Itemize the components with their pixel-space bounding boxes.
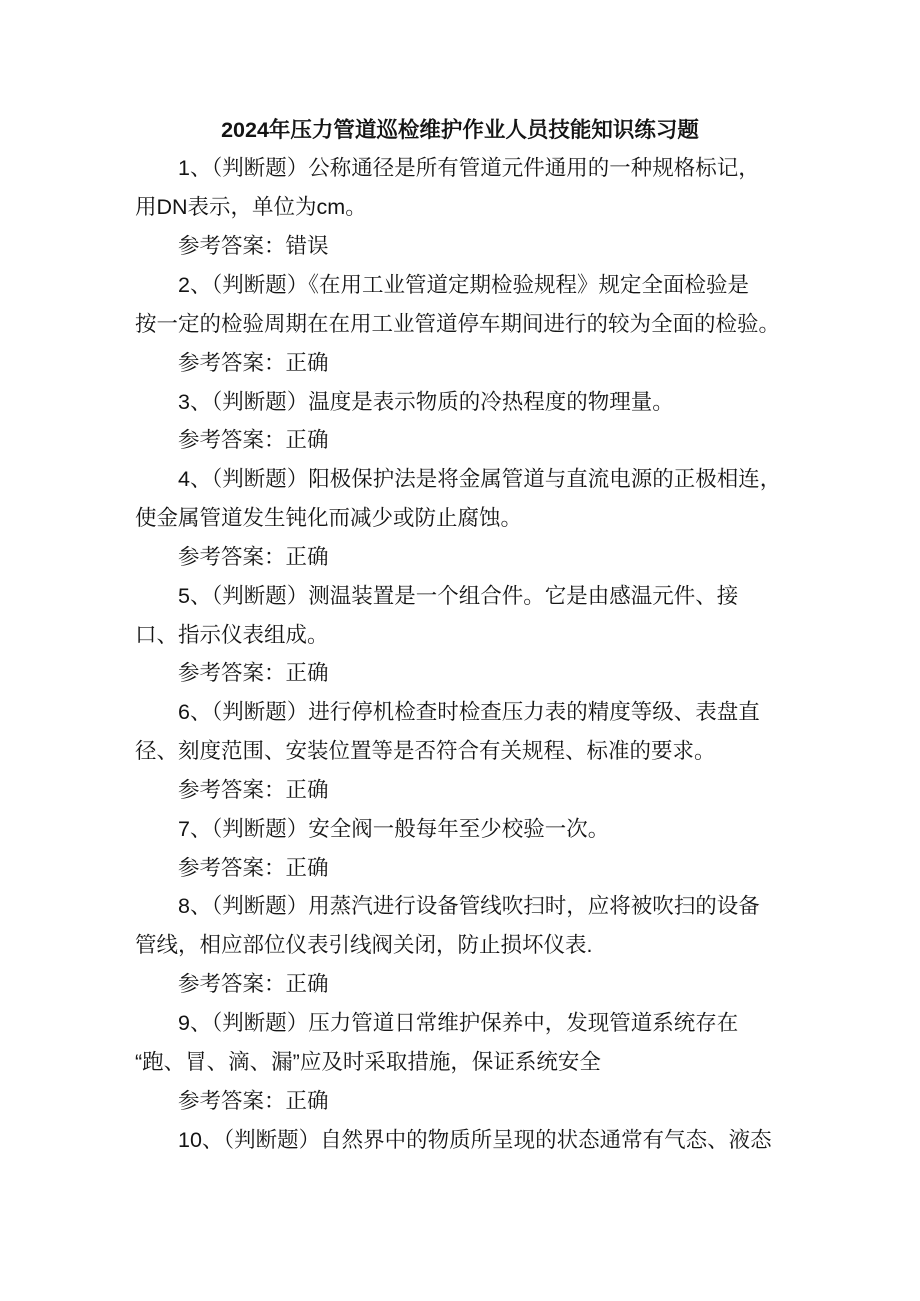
question-10 bbox=[0, 1121, 920, 1160]
answer-line bbox=[0, 344, 920, 383]
question-text-line: 5、（判断题）测温装置是一个组合件。它是由感温元件、接 bbox=[178, 583, 739, 608]
answer-value: 正确 bbox=[285, 972, 329, 997]
question-text-line: 2、（判断题）《在用工业管道定期检验规程》规定全面检验是 bbox=[178, 272, 749, 297]
answer-label: 参考答案： bbox=[178, 777, 286, 802]
answer-line bbox=[0, 965, 920, 1004]
answer-value: 正确 bbox=[285, 661, 329, 686]
question-text-line: 口、指示仪表组成。 bbox=[135, 622, 329, 647]
answer-value: 错误 bbox=[285, 234, 329, 259]
answer-label: 参考答案： bbox=[178, 544, 286, 569]
answer-label: 参考答案： bbox=[178, 428, 286, 453]
question-text-line: 7、（判断题）安全阀一般每年至少校验一次。 bbox=[178, 816, 610, 841]
question-text-line: 1、（判断题）公称通径是所有管道元件通用的一种规格标记， bbox=[178, 156, 760, 181]
answer-line bbox=[0, 1082, 920, 1121]
answer-label: 参考答案： bbox=[178, 1088, 286, 1113]
question-9 bbox=[0, 1004, 920, 1121]
answer-label: 参考答案： bbox=[178, 350, 286, 375]
question-4 bbox=[0, 460, 920, 577]
question-text-line: 管线，相应部位仪表引线阀关闭，防止损坏仪表. bbox=[135, 933, 593, 958]
answer-label: 参考答案： bbox=[178, 661, 286, 686]
question-text-line: 径、刻度范围、安装位置等是否符合有关规程、标准的要求。 bbox=[135, 739, 716, 764]
answer-value: 正确 bbox=[285, 777, 329, 802]
question-text-line: 使金属管道发生钝化而减少或防止腐蚀。 bbox=[135, 506, 523, 531]
answer-line bbox=[0, 654, 920, 693]
question-text-line: 4、（判断题）阳极保护法是将金属管道与直流电源的正极相连， bbox=[178, 467, 782, 492]
answer-line bbox=[0, 421, 920, 460]
question-2 bbox=[0, 266, 920, 383]
question-text-line: 10、（判断题）自然界中的物质所呈现的状态通常有气态、液态 bbox=[178, 1127, 772, 1152]
answer-line bbox=[0, 227, 920, 266]
question-text-line: 9、（判断题）压力管道日常维护保养中，发现管道系统存在 bbox=[178, 1011, 739, 1035]
question-5 bbox=[0, 577, 920, 694]
answer-line bbox=[0, 771, 920, 810]
answer-line bbox=[0, 849, 920, 888]
question-7 bbox=[0, 810, 920, 888]
answer-label: 参考答案： bbox=[178, 972, 286, 997]
document-title: 2024年压力管道巡检维护作业人员技能知识练习题 bbox=[221, 117, 699, 142]
question-text-line: 6、（判断题）进行停机检查时检查压力表的精度等级、表盘直 bbox=[178, 700, 760, 725]
answer-value: 正确 bbox=[285, 428, 329, 453]
question-text-line: 用DN表示，单位为cm。 bbox=[135, 195, 367, 220]
document-body bbox=[0, 111, 920, 1160]
answer-value: 正确 bbox=[285, 544, 329, 569]
question-1 bbox=[0, 149, 920, 266]
answer-line bbox=[0, 538, 920, 577]
answer-value: 正确 bbox=[285, 855, 329, 880]
question-text-line: 3、（判断题）温度是表示物质的冷热程度的物理量。 bbox=[178, 389, 674, 414]
question-8 bbox=[0, 887, 920, 1004]
question-6 bbox=[0, 693, 920, 810]
question-text-line: “跑、冒、滴、漏”应及时采取措施，保证系统安全 bbox=[135, 1049, 601, 1074]
answer-value: 正确 bbox=[285, 1088, 329, 1113]
question-text-line: 按一定的检验周期在在用工业管道停车期间进行的较为全面的检验。 bbox=[135, 311, 781, 336]
question-text-line: 8、（判断题）用蒸汽进行设备管线吹扫时，应将被吹扫的设备 bbox=[178, 894, 760, 919]
answer-label: 参考答案： bbox=[178, 855, 286, 880]
answer-value: 正确 bbox=[285, 350, 329, 375]
question-3 bbox=[0, 383, 920, 461]
answer-label: 参考答案： bbox=[178, 234, 286, 259]
